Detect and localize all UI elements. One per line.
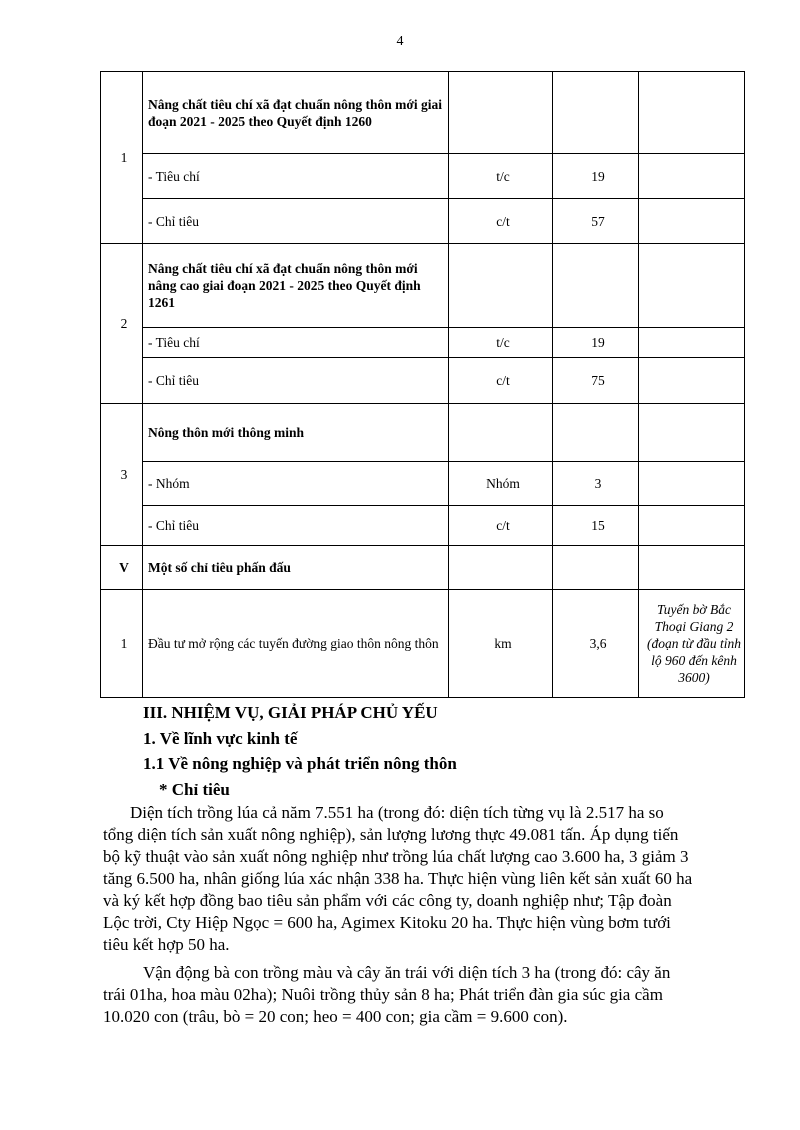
stt-cell: 3: [101, 404, 143, 546]
paragraph-line: tổng diện tích sản xuất nông nghiệp), sản lượng lương thực 49.081 tấn. Áp dụng tiến: [103, 825, 679, 844]
table-row: [101, 590, 745, 698]
chi-tieu-heading: * Chỉ tiêu: [159, 780, 230, 799]
unit-cell: t/c: [449, 328, 553, 358]
paragraph-line: bộ kỹ thuật vào sản xuất nông nghiệp như trồng lúa chất lượng cao 3.600 ha, 3 giảm 3: [103, 847, 689, 866]
paragraph-line: 10.020 con (trâu, bò = 20 con; heo = 400 con; gia cầm = 9.600 con).: [103, 1007, 568, 1026]
paragraph-line: và ký kết hợp đồng bao tiêu sản phẩm với các công ty, doanh nghiệp như; Tập đoàn: [103, 891, 672, 910]
table-row: [101, 244, 745, 328]
value-cell: 75: [553, 358, 639, 404]
stt-cell: 1: [101, 72, 143, 244]
section-stt: V: [101, 546, 143, 590]
targets-table: [100, 71, 745, 698]
table-row: [101, 154, 745, 199]
value-cell: 15: [553, 506, 639, 546]
value-cell: 57: [553, 199, 639, 244]
paragraph-1: [103, 802, 743, 956]
unit-cell: km: [449, 590, 553, 698]
group-title: Nâng chất tiêu chí xã đạt chuẩn nông thôn mới nâng cao giai đoạn 2021 - 2025 theo Quyết định 1261: [143, 244, 449, 328]
section-heading-1: 1. Về lĩnh vực kinh tế: [143, 729, 298, 748]
value-cell: 19: [553, 154, 639, 199]
table-row: [101, 199, 745, 244]
table-row: [101, 404, 745, 462]
paragraph-line: tiêu kết hợp 50 ha.: [103, 935, 230, 954]
row-label: - Tiêu chí: [143, 328, 449, 358]
unit-cell: c/t: [449, 506, 553, 546]
unit-cell: c/t: [449, 358, 553, 404]
group-title: Nâng chất tiêu chí xã đạt chuẩn nông thôn mới giai đoạn 2021 - 2025 theo Quyết định 1260: [143, 72, 449, 154]
paragraph-line: Lộc trời, Cty Hiệp Ngọc = 600 ha, Agimex Kitoku 20 ha. Thực hiện vùng bơm tưới: [103, 913, 671, 932]
unit-cell: t/c: [449, 154, 553, 199]
row-label: - Tiêu chí: [143, 154, 449, 199]
stt-cell: 2: [101, 244, 143, 404]
paragraph-line: tăng 6.500 ha, nhân giống lúa xác nhận 338 ha. Thực hiện vùng liên kết sản xuất 60 ha: [103, 869, 693, 888]
paragraph-line: Diện tích trồng lúa cả năm 7.551 ha (trong đó: diện tích từng vụ là 2.517 ha so: [130, 803, 664, 822]
row-label: - Nhóm: [143, 462, 449, 506]
value-cell: 19: [553, 328, 639, 358]
row-label: - Chỉ tiêu: [143, 358, 449, 404]
value-cell: 3: [553, 462, 639, 506]
paragraph-2: [103, 962, 743, 1028]
stt-cell: 1: [101, 590, 143, 698]
group-title: Nông thôn mới thông minh: [143, 404, 449, 462]
unit-cell: Nhóm: [449, 462, 553, 506]
section-heading-1-1: 1.1 Về nông nghiệp và phát triển nông thôn: [143, 754, 457, 773]
table-row: [101, 72, 745, 154]
table-row: [101, 328, 745, 358]
value-cell: 3,6: [553, 590, 639, 698]
table-row: [101, 462, 745, 506]
row-label: - Chỉ tiêu: [143, 506, 449, 546]
unit-cell: c/t: [449, 199, 553, 244]
section-title: Một số chỉ tiêu phấn đấu: [143, 546, 449, 590]
table-row: [101, 506, 745, 546]
page-number: 4: [396, 34, 404, 49]
row-label: - Chỉ tiêu: [143, 199, 449, 244]
section-heading-iii: III. NHIỆM VỤ, GIẢI PHÁP CHỦ YẾU: [143, 703, 438, 722]
table-row: [101, 358, 745, 404]
row-label: Đầu tư mở rộng các tuyến đường giao thôn nông thôn: [143, 590, 449, 698]
paragraph-line: Vận động bà con trồng màu và cây ăn trái với diện tích 3 ha (trong đó: cây ăn: [143, 963, 671, 982]
paragraph-line: trái 01ha, hoa màu 02ha); Nuôi trồng thủy sản 8 ha; Phát triển đàn gia súc gia cầm: [103, 985, 663, 1004]
note-cell: Tuyến bờ Bắc Thoại Giang 2 (đoạn từ đầu tỉnh lộ 960 đến kênh 3600): [639, 590, 745, 698]
table-row: [101, 546, 745, 590]
